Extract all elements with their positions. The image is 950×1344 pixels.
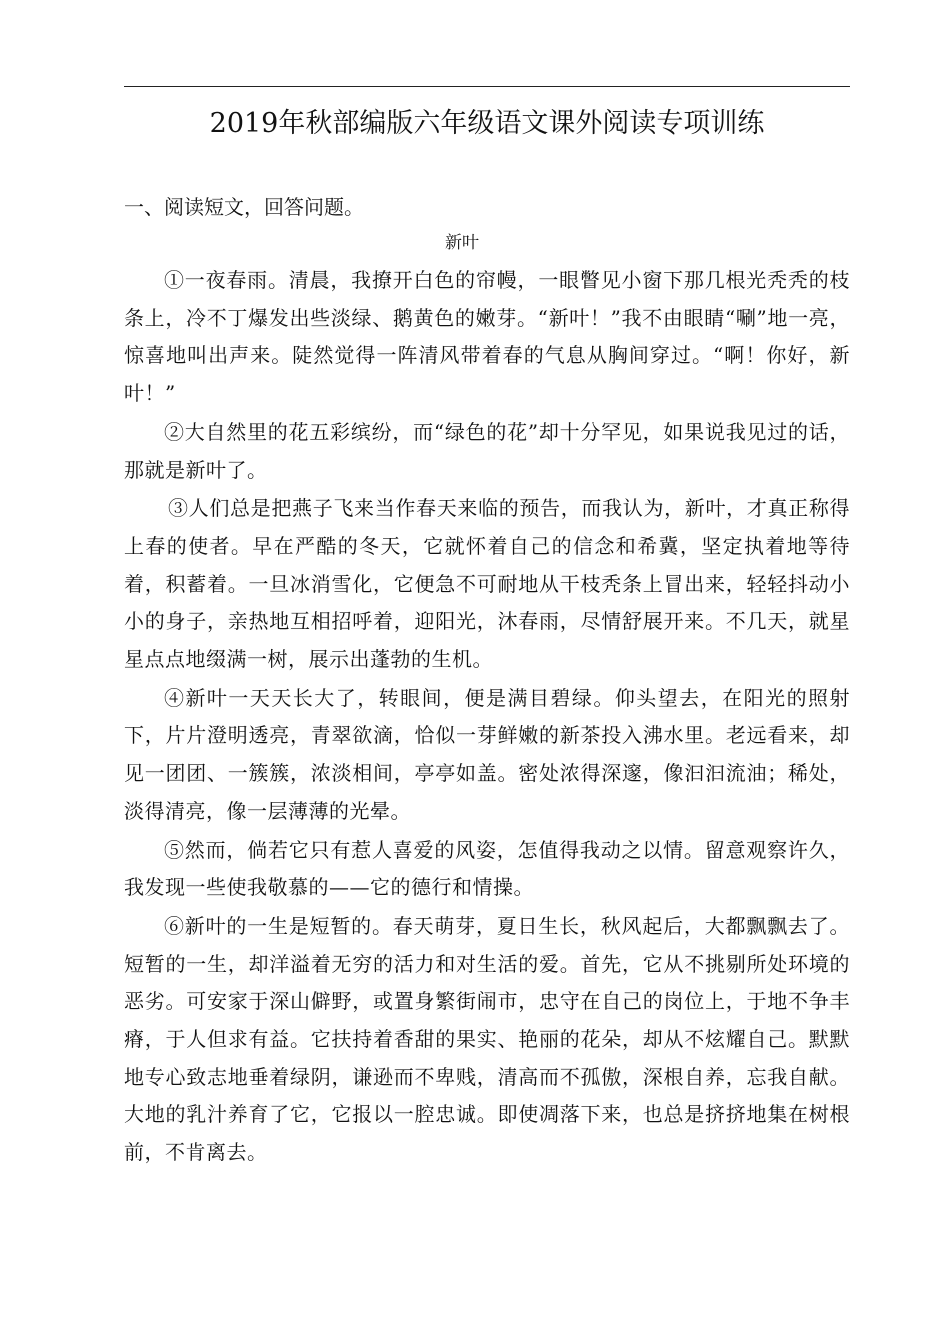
paragraph-2: ②大自然里的花五彩缤纷，而“绿色的花”却十分罕见，如果说我见过的话，那就是新叶了。 (124, 419, 850, 482)
page-title: 2019年秋部编版六年级语文课外阅读专项训练 (209, 108, 765, 139)
paragraph-5: ⑤然而，倘若它只有惹人喜爱的风姿，怎值得我动之以情。留意观察许久，我发现一些使我敬慕的——它的德行和情操。 (124, 837, 850, 900)
paragraph-1: ①一夜春雨。清晨，我撩开白色的帘幔，一眼瞥见小窗下那几根光秃秃的枝条上，冷不丁爆发出些淡绿、鹅黄色的嫩芽。“新叶！”我不由眼睛“唰”地一亮，惊喜地叫出声来。陡然觉得一阵清风带着春的气息从胸间穿过。“啊！你好，新叶！” (124, 268, 850, 406)
paragraph-3: ③人们总是把燕子飞来当作春天来临的预告，而我认为，新叶，才真正称得上春的使者。早在严酷的冬天，它就怀着自己的信念和希冀，坚定执着地等待着，积蓄着。一旦冰消雪化，它便急不可耐地从干枝秃条上冒出来，轻轻抖动小小的身子，亲热地互相招呼着，迎阳光，沐春雨，尽情舒展开来。不几天，就星星点点地缀满一树，展示出蓬勃的生机。 (124, 496, 850, 672)
header-rule (124, 86, 850, 87)
passage-body (124, 262, 850, 1173)
paragraph-4: ④新叶一天天长大了，转眼间，便是满目碧绿。仰头望去，在阳光的照射下，片片澄明透亮，青翠欲滴，恰似一芽鲜嫩的新茶投入沸水里。老远看来，却见一团团、一簇簇，浓淡相间，亭亭如盖。密处浓得深邃，像汩汩流油；稀处，淡得清亮，像一层薄薄的光晕。 (124, 685, 850, 823)
section-heading: 一、阅读短文，回答问题。 (124, 195, 364, 219)
passage-title: 新叶 (445, 233, 479, 253)
paragraph-6: ⑥新叶的一生是短暂的。春天萌芽，夏日生长，秋风起后，大都飘飘去了。短暂的一生，却洋溢着无穷的活力和对生活的爱。首先，它从不挑剔所处环境的恶劣。可安家于深山僻野，或置身繁街闹市，忠守在自己的岗位上，于地不争丰瘠，于人但求有益。它扶持着香甜的果实、艳丽的花朵，却从不炫耀自己。默默地专心致志地垂着绿阴，谦逊而不卑贱，清高而不孤傲，深根自养，忘我自献。大地的乳汁养育了它，它报以一腔忠诚。即使凋落下来，也总是挤挤地集在树根前，不肯离去。 (124, 913, 850, 1165)
